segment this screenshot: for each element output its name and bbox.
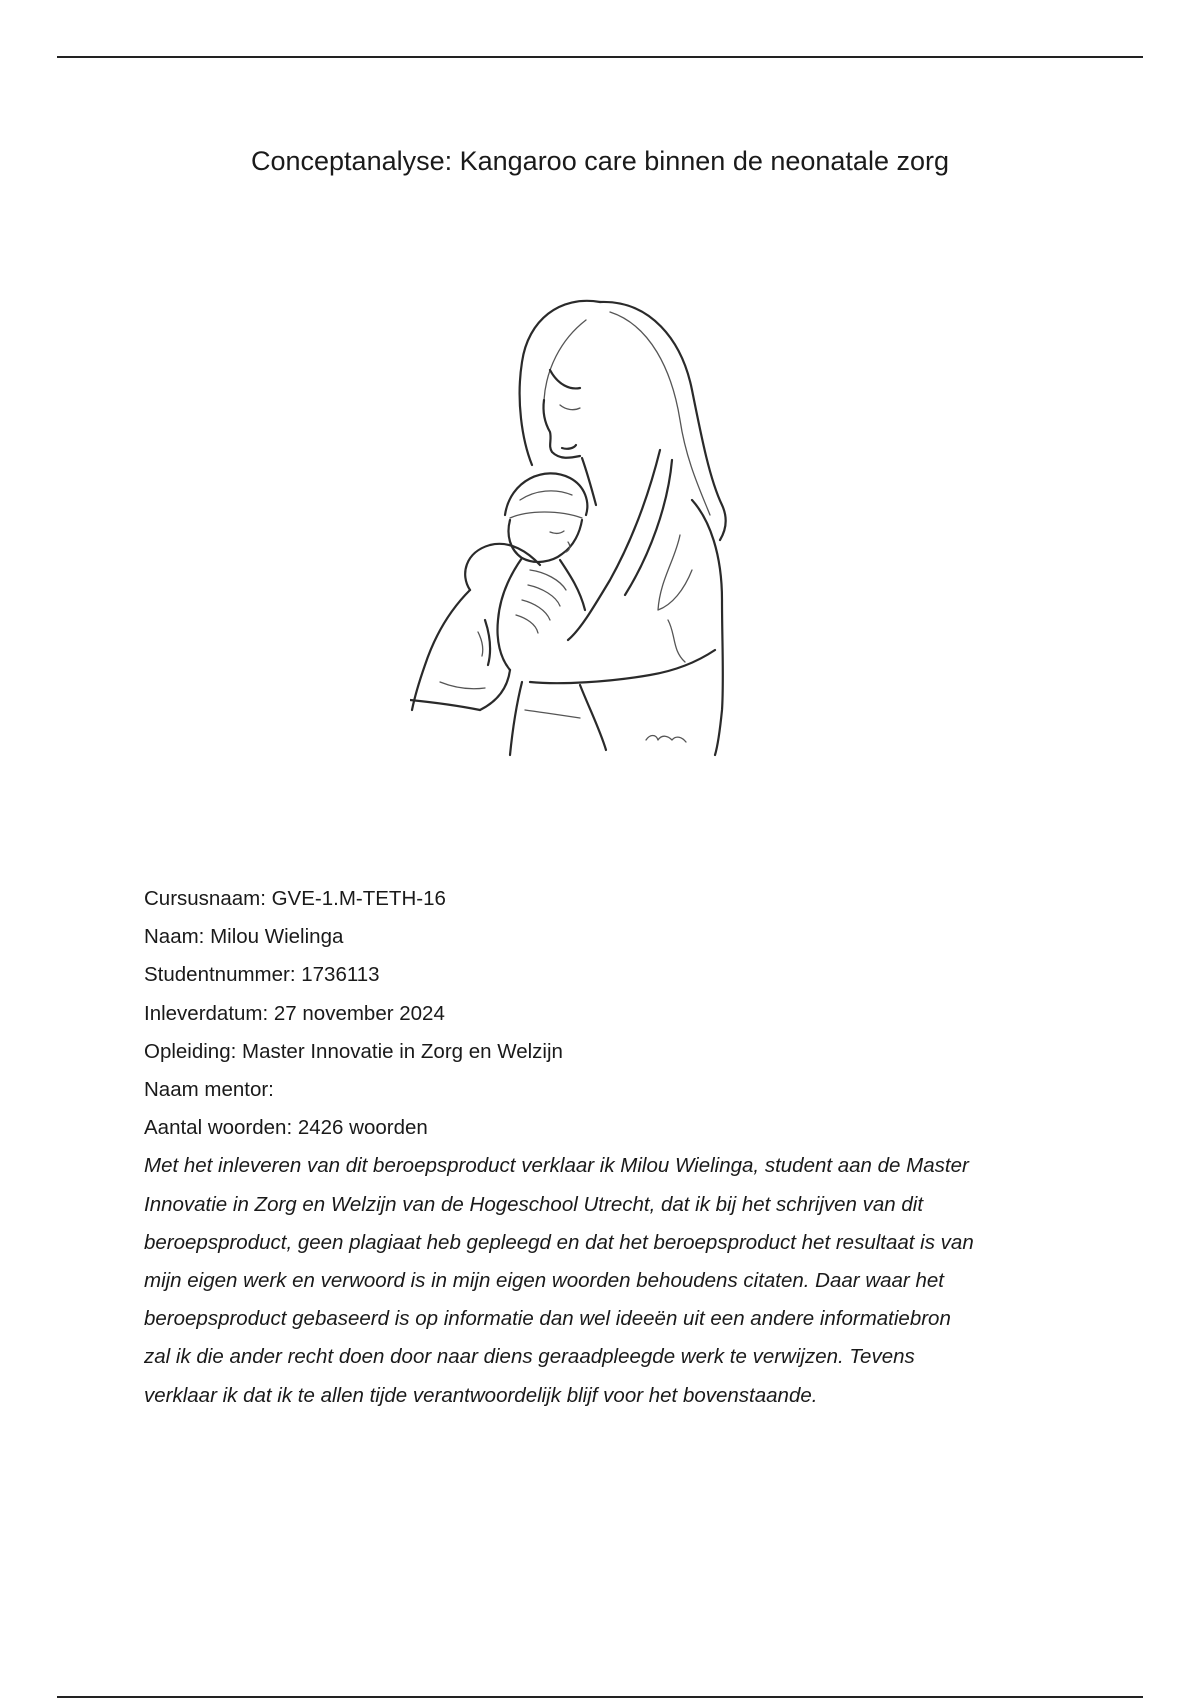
document-title: Conceptanalyse: Kangaroo care binnen de neonatale zorg (250, 146, 949, 176)
mentor-name: Naam mentor: (144, 1078, 274, 1102)
mother-holding-newborn-illustration (410, 290, 790, 790)
course-name: Cursusnaam: GVE-1.M-TETH-16 (144, 887, 446, 910)
word-count: Aantal woorden: 2426 woorden (144, 1116, 428, 1140)
document-info (144, 880, 994, 1415)
plagiarism-declaration: Met het inleveren van dit beroepsproduct verklaar ik Milou Wielinga, student aan de Master Innovatie in Zorg en Welzijn van de Hogeschool Utrecht, dat ik bij het schrijven van dit beroepsproduct, geen plagiaat heb gepleegd en dat het beroepsproduct het resultaat is van mijn eigen werk en verwoord is in mijn eigen woorden behoudens citaten. Daar waar het beroepsproduct gebaseerd is op informatie dan wel ideeën uit een andere informatiebron zal ik die ander recht doen door naar diens geraadpleegde werk te verwijzen. Tevens verklaar ik dat ik te allen tijde verantwoordelijk blijf voor het bovenstaande. (144, 1154, 974, 1407)
top-rule (57, 56, 1143, 58)
bottom-rule (57, 1696, 1143, 1698)
submission-date: Inleverdatum: 27 november 2024 (144, 1001, 445, 1025)
programme: Opleiding: Master Innovatie in Zorg en Welzijn (144, 1039, 563, 1063)
student-name: Naam: Milou Wielinga (144, 925, 344, 949)
mother-holding-newborn-icon (410, 290, 790, 790)
student-number: Studentnummer: 1736113 (144, 963, 380, 987)
